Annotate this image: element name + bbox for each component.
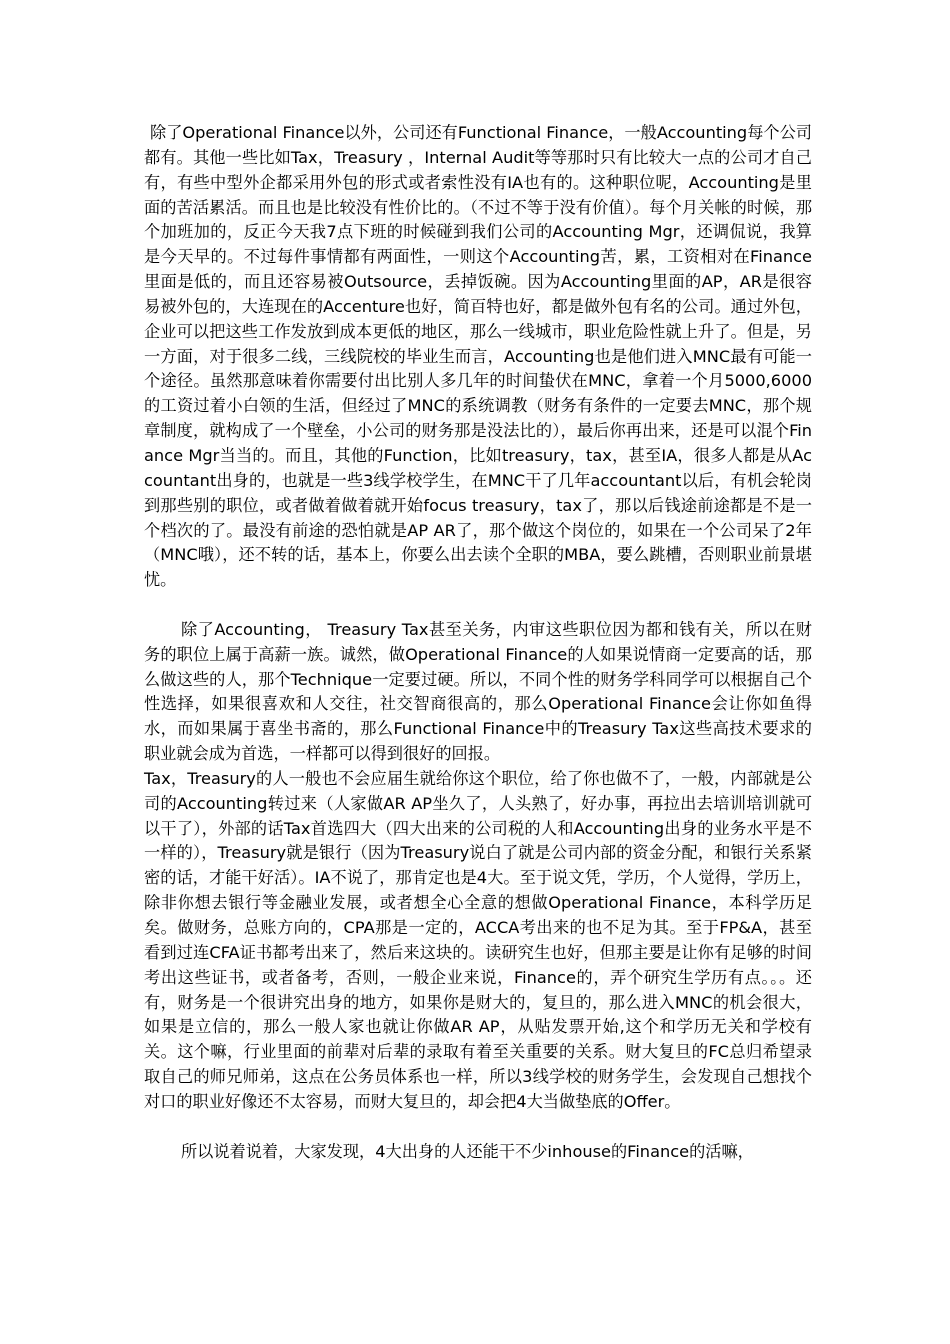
paragraph-functional-finance: 除了Operational Finance以外，公司还有Functional Finance，一般Accounting每个公司都有。其他一些比如Tax，Treasury ，Internal Audit等等那时只有比较大一点的公司才自己有，有些中型外企都采用外包的形式或者索性没有IA也有的。这种职位呢，Accounting是里面的苦活累活。而且也是比较没有性价比的。（不过不等于没有价值）。每个月关帐的时候，那个加班加的，反正今天我7点下班的时候碰到我们公司的Accounting Mgr，还调侃说，我算是今天早的。不过每件事情都有两面性，一则这个Accounting苦，累，工资相对在Finance里面是低的，而且还容易被Outsource，丢掉饭碗。因为Accounting里面的AP，AR是很容易被外包的，大连现在的Accenture也好，简百特也好，都是做外包有名的公司。通过外包，企业可以把这些工作发放到成本更低的地区，那么一线城市，职业危险性就上升了。但是，另一方面，对于很多二线，三线院校的毕业生而言，Accounting也是他们进入MNC最有可能一个途径。虽然那意味着你需要付出比别人多几年的时间蛰伏在MNC，拿着一个月5000,6000的工资过着小白领的生活，但经过了MNC的系统调教（财务有条件的一定要去MNC，那个规章制度，就构成了一个壁垒，小公司的财务那是没法比的），最后你再出来，还是可以混个Finance Mgr当当的。而且，其他的Function，比如treasury，tax，甚至IA，很多人都是从Accountant出身的，也就是一些3线学校学生，在MNC干了几年accountant以后，有机会轮岗到那些别的职位，或者做着做着就开始focus treasury，tax了，那以后钱途前途都是不是一个档次的了。最没有前途的恐怕就是AP AR了，那个做这个岗位的，如果在一个公司呆了2年（MNC哦），还不转的话，基本上，你要么出去读个全职的MBA，要么跳槽，否则职业前景堪忧。	[144, 123, 812, 590]
paragraph-treasury-tax: 除了Accounting， Treasury Tax甚至关务，内审这些职位因为都和钱有关，所以在财务的职位上属于高薪一族。诚然，做Operational Finance的人如果说情商一定要高的话，那么做这些的人，那个Technique一定要过硬。所以，不同个性的财务学科同学可以根据自己个性选择，如果很喜欢和人交往，社交智商很高的，那么Operational Finance会让你如鱼得水，而如果属于喜坐书斋的，那么Functional Finance中的Treasury Tax这些高技术要求的职业就会成为首选，一样都可以得到很好的回报。	[144, 619, 812, 764]
paragraph-big-four: 所以说着说着，大家发现，4大出身的人还能干不少inhouse的Finance的活嘛，	[181, 1141, 754, 1161]
paragraph-career-path: Tax，Treasury的人一般也不会应届生就给你这个职位，给了你也做不了，一般，内部就是公司的Accounting转过来（人家做AR AP坐久了，人头熟了，好办事，再拉出去培训培训就可以干了），外部的话Tax首选四大（四大出来的公司税的人和Accounting出身的业务水平是不一样的），Treasury就是银行（因为Treasury说白了就是公司内部的资金分配，和银行关系紧密的话，才能干好活）。IA不说了，那肯定也是4大。至于说文凭，学历，个人觉得，学历上，除非你想去银行等金融业发展，或者想全心全意的想做Operational Finance，本科学历足矣。做财务，总账方向的，CPA那是一定的，ACCA考出来的也不足为其。至于FP&A，甚至看到过连CFA证书都考出来了，然后来这块的。读研究生也好，但那主要是让你有足够的时间考出这些证书，或者备考，否则，一般企业来说，Finance的，弄个研究生学历有点。。。还有，财务是一个很讲究出身的地方，如果你是财大的，复旦的，那么进入MNC的机会很大，如果是立信的，那么一般人家也就让你做AR AP，从贴发票开始,这个和学历无关和学校有关。这个嘛，行业里面的前辈对后辈的录取有着至关重要的关系。财大复旦的FC总归希望录取自己的师兄师弟，这点在公务员体系也一样，所以3线学校的财务学生，会发现自己想找个对口的职业好像还不太容易，而财大复旦的，却会把4大当做垫底的Offer。	[144, 768, 812, 1111]
document-body	[144, 121, 812, 1164]
